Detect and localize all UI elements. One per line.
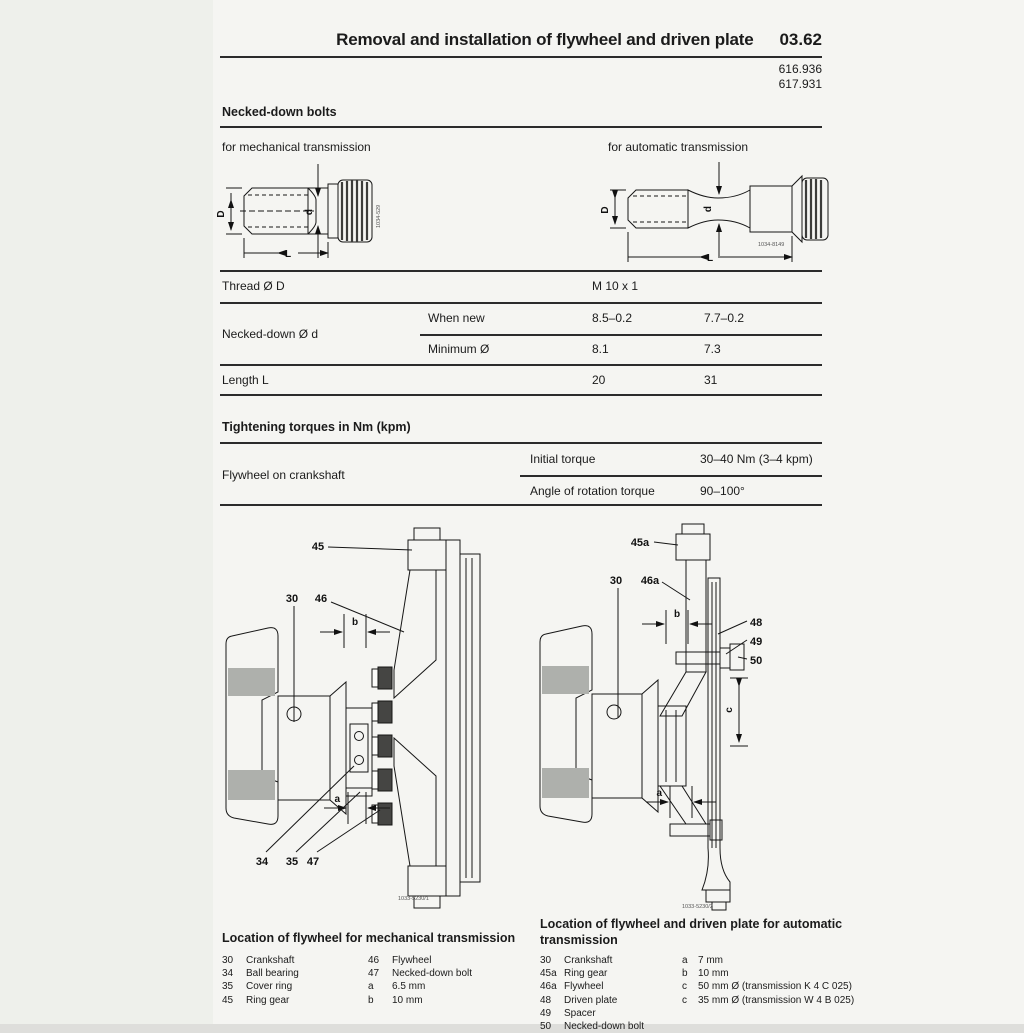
model-number-1: 616.936 (778, 62, 822, 76)
dim-b-label: b (351, 617, 359, 628)
legend-item: 30 Crankshaft (540, 955, 613, 966)
when-new-mech-value: 8.5–0.2 (592, 311, 633, 325)
legend-item: 46a Flywheel (540, 981, 604, 993)
dim-b-label: b (673, 609, 681, 620)
flywheel-diagram-automatic (532, 518, 862, 918)
minimum-mech-value: 8.1 (592, 342, 609, 356)
bolt-auto-body (628, 176, 828, 242)
length-mech-value: 20 (592, 373, 606, 387)
legend-item: 46 Flywheel (368, 955, 432, 966)
minimum-auto-value: 7.3 (704, 342, 721, 356)
length-label: Length L (222, 373, 269, 387)
torques-rule-top (220, 442, 822, 444)
dim-d-label: d (703, 205, 714, 213)
angle-torque-label: Angle of rotation torque (530, 484, 655, 498)
dimension-b (642, 609, 712, 644)
crankshaft-section (540, 626, 658, 823)
dimension-a (646, 786, 716, 818)
dimension-b (320, 614, 390, 648)
bolt-auto-dimension-D (600, 190, 626, 228)
table-rule-bottom (220, 394, 822, 396)
callout-49: 49 (750, 636, 763, 648)
legend-item: b 10 mm (682, 968, 729, 980)
flywheel-and-plate-section (660, 524, 744, 910)
figure-id-mech: 1033-5230/1 (398, 896, 429, 902)
length-auto-value: 31 (704, 373, 718, 387)
callout-50: 50 (750, 655, 763, 667)
table-subrule (420, 334, 822, 336)
crankshaft-section (226, 628, 346, 825)
model-numbers (620, 62, 822, 92)
table-rule-top (220, 270, 822, 272)
dimension-c (724, 678, 748, 746)
bolt-auto-dimension-d (703, 162, 719, 258)
legend-automatic-col1 (540, 954, 644, 1033)
minimum-label: Minimum Ø (428, 342, 490, 356)
legend-item: 48 Driven plate (540, 994, 618, 1006)
torques-heading: Tightening torques in Nm (kpm) (222, 420, 411, 434)
bolt-drawing-automatic (600, 150, 850, 272)
flywheel-diagram-mechanical (218, 520, 528, 915)
flywheel-on-crankshaft-label: Flywheel on crankshaft (222, 468, 345, 482)
legend-item: a 6.5 mm (368, 981, 426, 993)
legend-item: 50 Necked-down bolt (540, 1021, 645, 1033)
callout-47: 47 (306, 856, 320, 868)
legend-item: c 50 mm Ø (transmission K 4 C 025) (682, 981, 852, 993)
dim-a-label: a (334, 794, 340, 805)
angle-torque-value: 90–100° (700, 484, 745, 498)
dim-c-label: c (724, 707, 735, 713)
necked-down-label: Necked-down Ø d (222, 327, 319, 341)
bolt-auto-dimension-L (628, 232, 792, 264)
dim-D-label: D (216, 210, 227, 218)
legend-item: 34 Ball bearing (222, 968, 299, 980)
thread-label: Thread Ø D (222, 279, 285, 293)
callout-48: 48 (750, 617, 763, 629)
dim-L-label: L (284, 249, 292, 260)
header-rule (220, 56, 822, 58)
caption-mechanical: Location of flywheel for mechanical transmission (222, 931, 516, 945)
bolts-heading: Necked-down bolts (222, 105, 337, 119)
legend-item: 30 Crankshaft (222, 955, 295, 966)
hub-section (658, 706, 686, 786)
section-number: 03.62 (779, 30, 822, 49)
initial-torque-label: Initial torque (530, 452, 596, 466)
page-left-margin (0, 0, 213, 1024)
legend-item: b 10 mm (368, 994, 423, 1006)
callout-34: 34 (255, 856, 269, 868)
legend-item: 45 Ring gear (222, 994, 290, 1006)
initial-torque-value: 30–40 Nm (3–4 kpm) (700, 452, 813, 466)
caption-automatic: Location of flywheel and driven plate for automatic transmission (540, 917, 843, 947)
bolt-drawing-mechanical (214, 156, 426, 268)
when-new-label: When new (428, 311, 485, 325)
legend-item: 49 Spacer (540, 1007, 596, 1019)
bolts-heading-rule (220, 126, 822, 128)
when-new-auto-value: 7.7–0.2 (704, 311, 745, 325)
table-rule-2 (220, 302, 822, 304)
bolt-mech-figure-id: 1034-529 (376, 204, 382, 228)
bolt-auto-figure-id: 1034-8149 (758, 242, 785, 248)
callout-45: 45 (311, 541, 325, 553)
legend-item: c 35 mm Ø (transmission W 4 B 025) (682, 994, 855, 1006)
mechanical-transmission-label: for mechanical transmission (222, 140, 371, 154)
torques-rule-bottom (220, 504, 822, 506)
dim-D-label: D (600, 206, 611, 214)
hub-and-bearing-section (346, 708, 372, 796)
bolt-mech-dimension-L (244, 238, 328, 260)
dim-L-label: L (706, 253, 714, 264)
page-header (220, 30, 822, 50)
flywheel-section (394, 528, 480, 908)
callout-35: 35 (285, 856, 299, 868)
callout-46a: 46a (640, 575, 660, 587)
callout-46: 46 (314, 593, 328, 605)
callout-30: 30 (609, 575, 623, 587)
table-rule-3 (220, 364, 822, 366)
legend-mechanical-col1 (222, 954, 299, 1007)
legend-item: a 7 mm (682, 955, 723, 966)
figure-id-auto: 1033-5230/2 (682, 904, 713, 910)
legend-automatic-col2 (682, 954, 854, 1007)
bolt-mech-dimension-D (216, 188, 242, 234)
legend-mechanical-col2 (368, 954, 472, 1007)
callout-45a: 45a (630, 537, 650, 549)
legend-item: 35 Cover ring (222, 981, 293, 993)
thread-value: M 10 x 1 (592, 279, 639, 293)
torques-subrule (520, 475, 822, 477)
dim-a-label: a (656, 788, 662, 799)
legend-item: 47 Necked-down bolt (368, 968, 473, 980)
model-number-2: 617.931 (778, 77, 822, 91)
legend-item: 45a Ring gear (540, 968, 608, 980)
automatic-transmission-label: for automatic transmission (608, 140, 749, 154)
page-title: Removal and installation of flywheel and driven plate (336, 30, 754, 49)
dim-d-label: d (304, 208, 315, 216)
callout-30: 30 (285, 593, 299, 605)
bolt-stack-section (372, 667, 392, 825)
